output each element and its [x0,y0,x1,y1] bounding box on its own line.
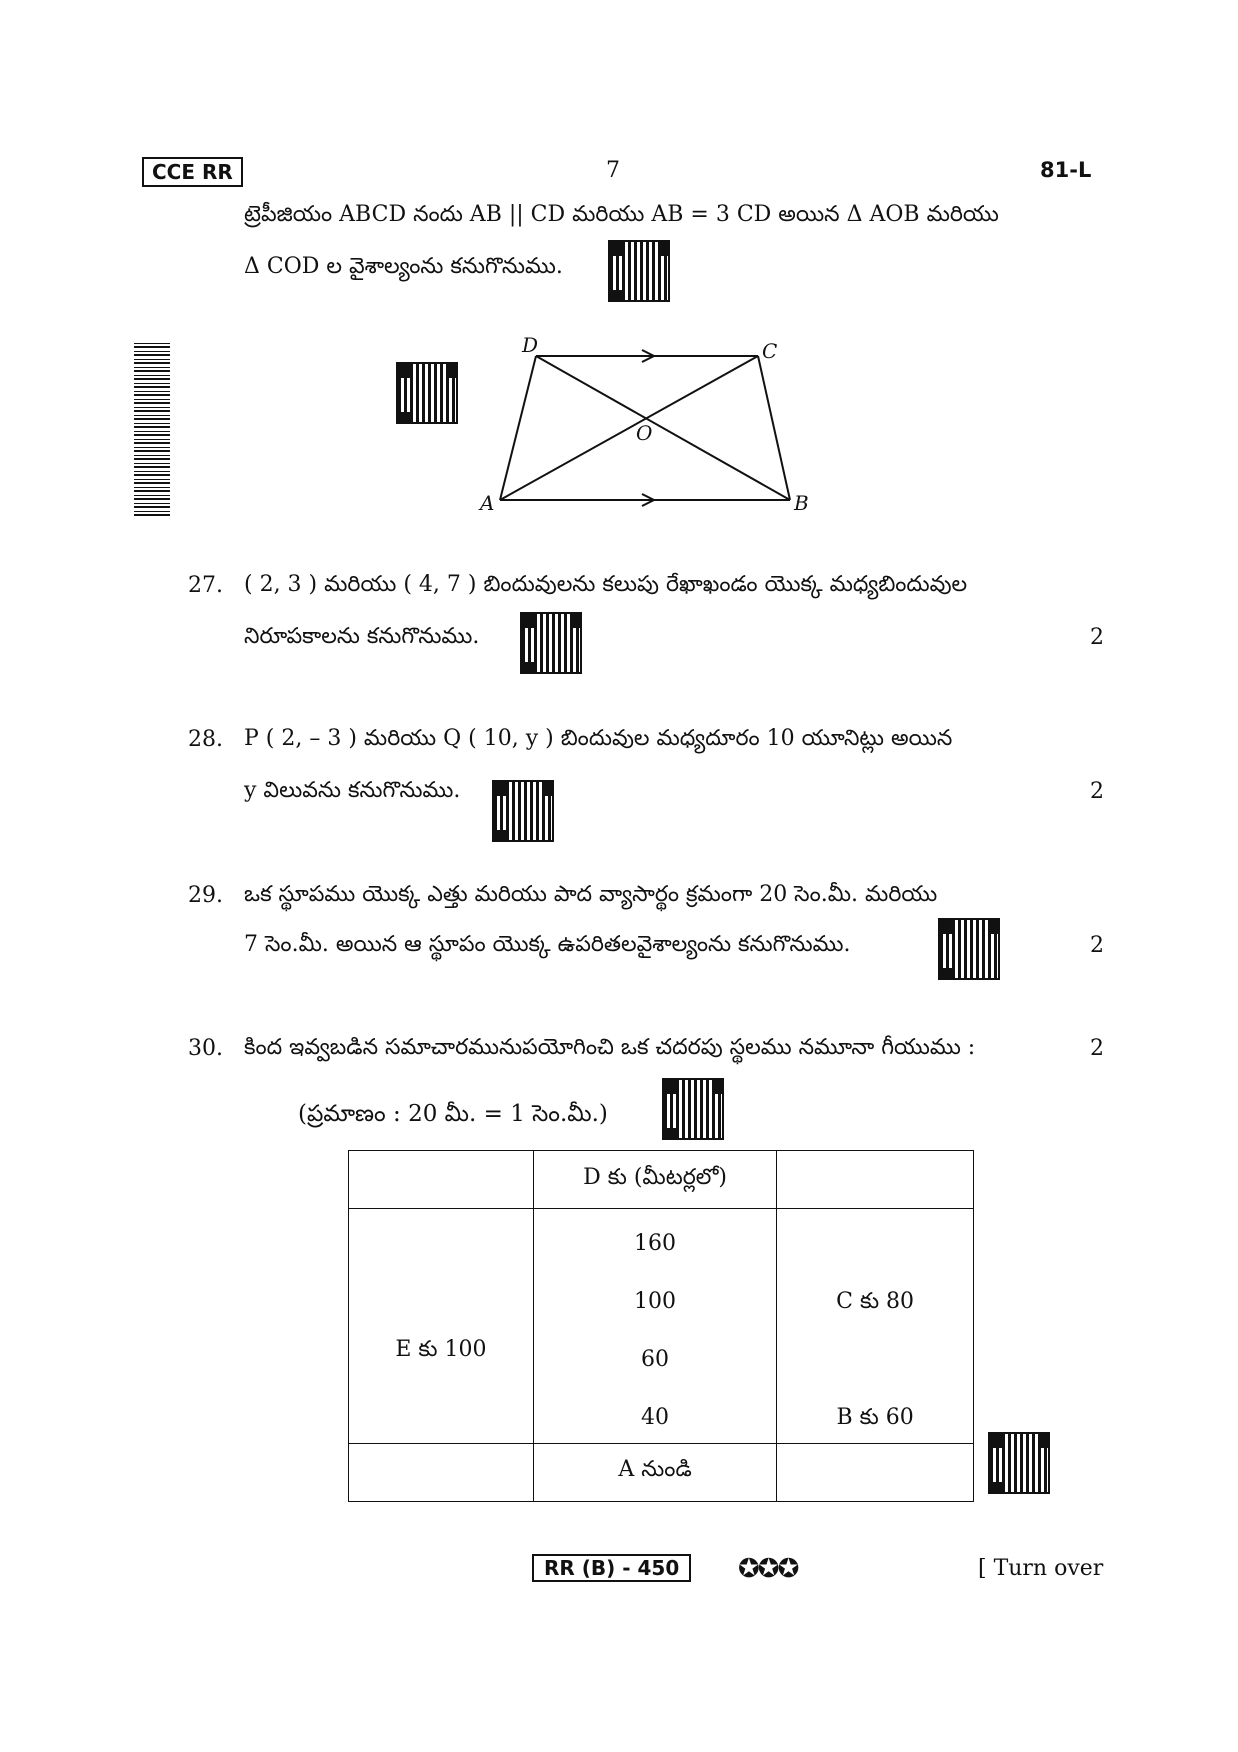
header-code-box: CCE RR [142,157,243,187]
vertex-b-label: B [794,491,809,515]
q30-number: 30. [188,1036,223,1061]
turn-over-text: [ Turn over [978,1556,1104,1581]
table-cell-empty [777,1443,974,1501]
qr-code [608,240,670,302]
footer-code-box: RR (B) - 450 [532,1554,691,1582]
side-da [500,356,536,500]
paper-code: 81-L [1040,158,1092,182]
diagonal-db [536,356,790,500]
table-cell-chainage [533,1209,776,1444]
field-book-table [348,1150,974,1502]
table-header-d: D కు (మీటర్లలో) [533,1151,776,1209]
q28-number: 28. [188,727,223,752]
q26-line1: ట్రెపీజియం ABCD నందు AB || CD మరియు AB = 3 CD అయిన Δ AOB మరియు [244,202,999,227]
qr-code [988,1432,1050,1494]
vertex-c-label: C [762,339,778,363]
point-o-label: O [636,421,653,445]
q30-marks: 2 [1090,1036,1104,1061]
offset-e: E కు 100 [395,1337,487,1363]
qr-code [492,780,554,842]
page-number: 7 [606,158,620,183]
q30-line1: కింద ఇవ్వబడిన సమాచారమునుపయోగించి ఒక చదరపు స్థలము నమూనా గీయుము : [244,1035,976,1060]
side-cb [758,356,790,500]
q29-number: 29. [188,883,223,908]
q27-number: 27. [188,573,223,598]
barcode [134,342,170,516]
qr-code [396,362,458,424]
trapezium-diagram [470,330,830,520]
chainage-value: 60 [641,1347,670,1373]
chainage-value: 160 [634,1231,677,1257]
diagonal-ac [500,356,758,500]
q29-marks: 2 [1090,933,1104,958]
table-cell-empty [777,1151,974,1209]
q28-line1: P ( 2, – 3 ) మరియు Q ( 10, y ) బిందువుల మధ్యదూరం 10 యూనిట్లు అయిన [244,726,953,751]
offset-c: C కు 80 [836,1289,915,1315]
table-cell-left [349,1209,534,1444]
qr-code [662,1078,724,1140]
qr-code [520,612,582,674]
q27-marks: 2 [1090,625,1104,650]
chainage-value: 100 [634,1289,677,1315]
q29-line2: 7 సెం.మీ. అయిన ఆ స్థూపం యొక్క ఉపరితలవైశాల్యంను కనుగొనుము. [244,932,851,957]
stars-icon: ✪✪✪ [738,1554,798,1584]
table-footer-a: A నుండి [533,1443,776,1501]
q26-line2: Δ COD ల వైశాల్యంను కనుగొనుము. [244,254,563,279]
qr-code [938,918,1000,980]
q27-line1: ( 2, 3 ) మరియు ( 4, 7 ) బిందువులను కలుపు రేఖాఖండం యొక్క మధ్యబిందువుల [244,572,968,597]
q27-line2: నిరూపకాలను కనుగొనుము. [244,624,480,649]
vertex-a-label: A [480,491,495,515]
table-cell-empty [349,1443,534,1501]
chainage-value: 40 [641,1405,670,1431]
q29-line1: ఒక స్థూపము యొక్క ఎత్తు మరియు పాద వ్యాసార్థం క్రమంగా 20 సెం.మీ. మరియు [244,882,938,907]
table-cell-empty [349,1151,534,1209]
vertex-d-label: D [522,333,539,357]
table-cell-right [777,1209,974,1444]
q28-marks: 2 [1090,779,1104,804]
q28-line2: y విలువను కనుగొనుము. [244,778,461,803]
q30-scale: (ప్రమాణం : 20 మీ. = 1 సెం.మీ.) [298,1101,608,1127]
offset-b: B కు 60 [836,1405,914,1431]
